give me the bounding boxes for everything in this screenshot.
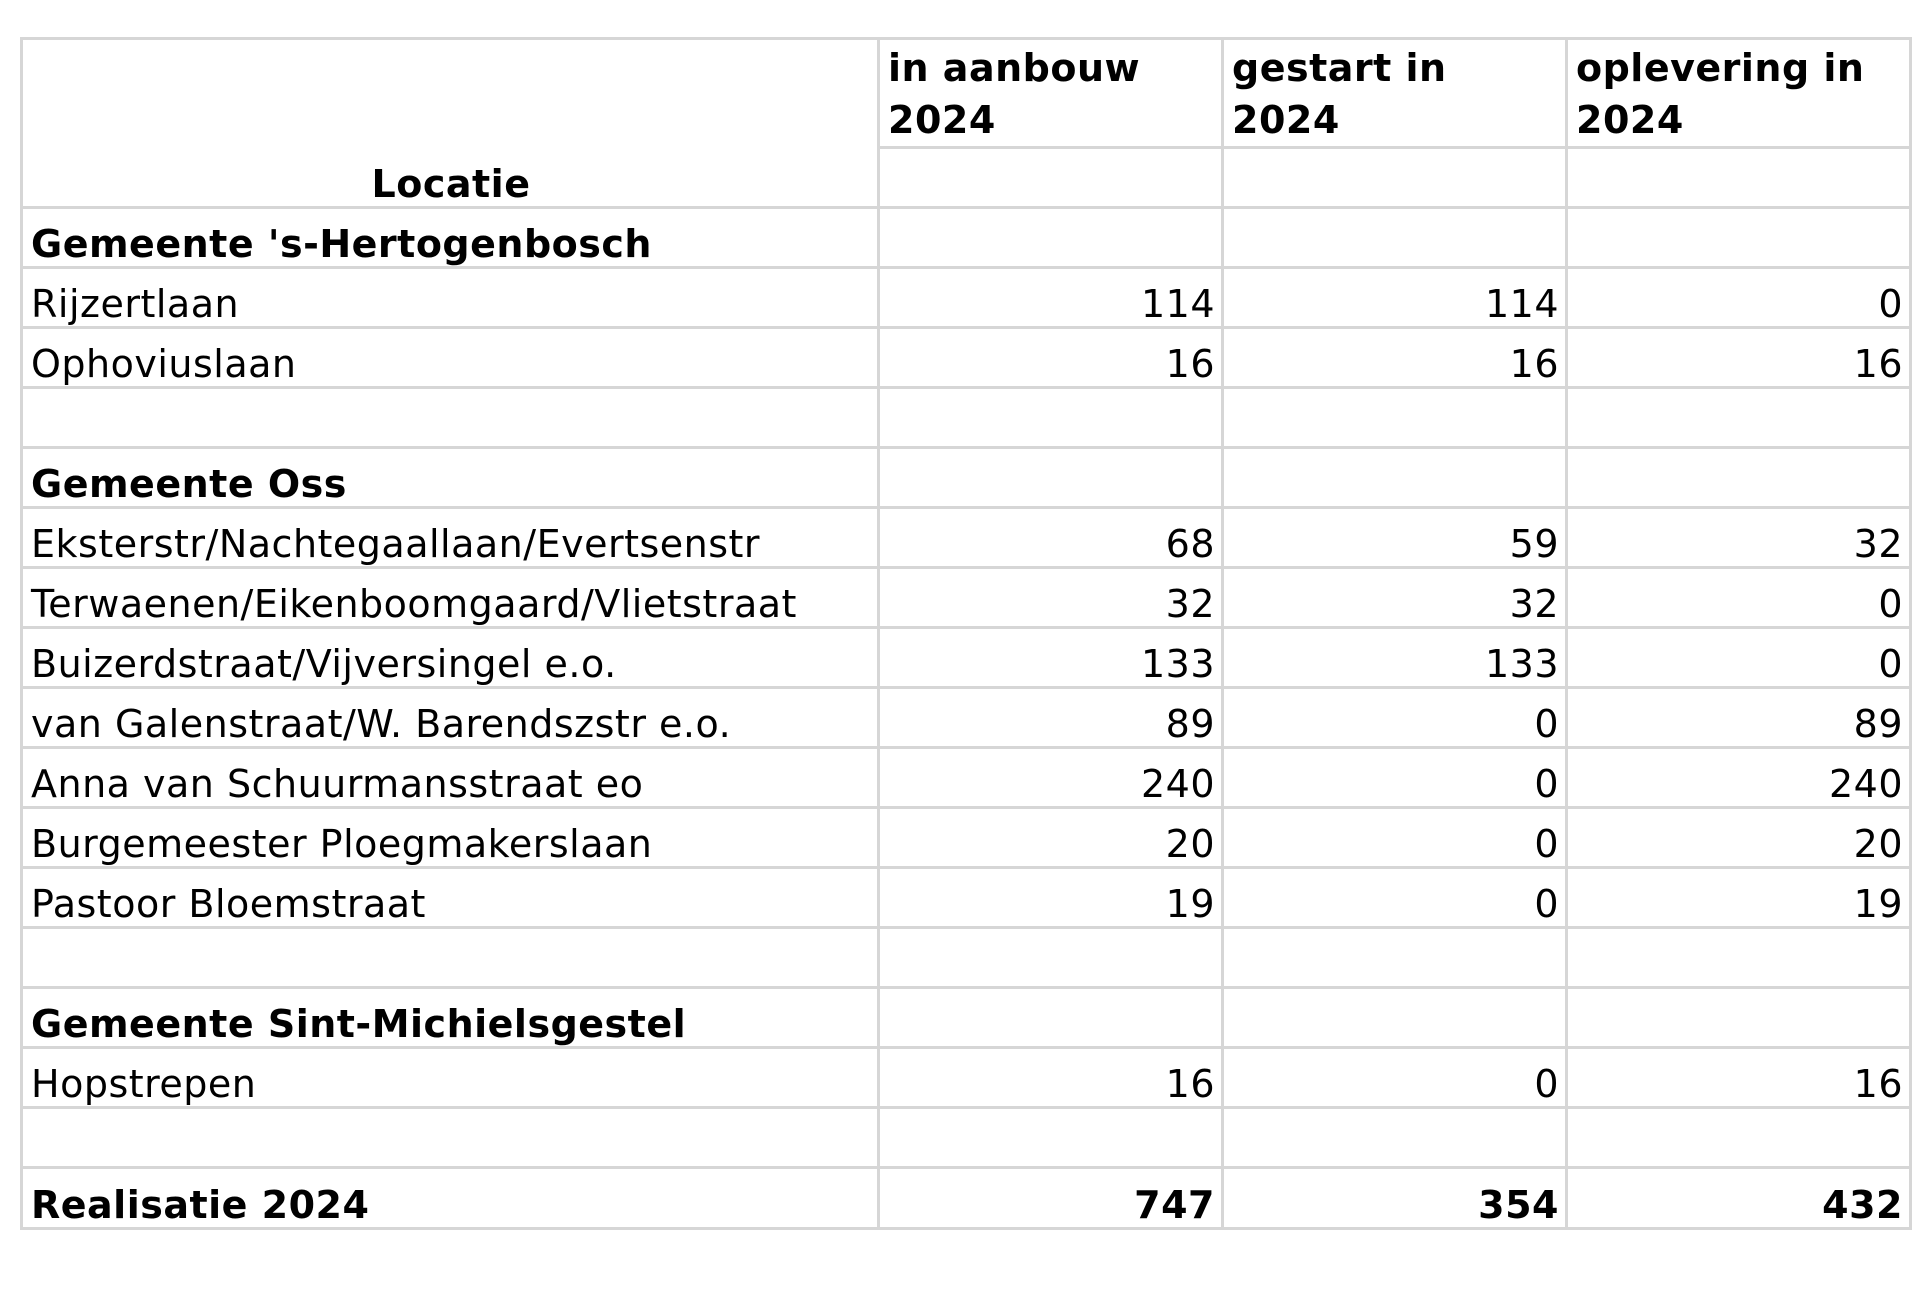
value-in-aanbouw: 133	[879, 628, 1223, 688]
empty-cell	[1223, 988, 1567, 1048]
value-gestart: 0	[1223, 808, 1567, 868]
blank-row	[22, 388, 1911, 448]
empty-cell	[879, 208, 1223, 268]
value-in-aanbouw: 16	[879, 1048, 1223, 1108]
value-oplevering: 0	[1567, 268, 1911, 328]
empty-cell	[22, 388, 879, 448]
table-row	[22, 568, 1911, 628]
header-row	[22, 39, 1911, 148]
empty-cell	[1567, 1108, 1911, 1168]
value-oplevering: 20	[1567, 808, 1911, 868]
value-oplevering: 89	[1567, 688, 1911, 748]
value-in-aanbouw: 747	[879, 1168, 1223, 1229]
group-label: Gemeente Sint-Michielsgestel	[22, 988, 879, 1048]
value-in-aanbouw: 20	[879, 808, 1223, 868]
value-oplevering: 19	[1567, 868, 1911, 928]
table-row	[22, 868, 1911, 928]
value-gestart: 0	[1223, 748, 1567, 808]
location-name: Pastoor Bloemstraat	[22, 868, 879, 928]
empty-cell	[1223, 388, 1567, 448]
value-gestart: 32	[1223, 568, 1567, 628]
value-gestart: 133	[1223, 628, 1567, 688]
empty-cell	[879, 988, 1223, 1048]
location-name: Buizerdstraat/Vijversingel e.o.	[22, 628, 879, 688]
value-in-aanbouw: 32	[879, 568, 1223, 628]
location-name: van Galenstraat/W. Barendszstr e.o.	[22, 688, 879, 748]
value-in-aanbouw: 16	[879, 328, 1223, 388]
header-locatie: Locatie	[22, 39, 879, 208]
header-in-aanbouw: in aanbouw 2024	[879, 39, 1223, 148]
empty-cell	[1223, 208, 1567, 268]
empty-cell	[1223, 1108, 1567, 1168]
value-in-aanbouw: 114	[879, 268, 1223, 328]
housing-table	[20, 37, 1912, 1230]
value-oplevering: 16	[1567, 328, 1911, 388]
location-name: Ophoviuslaan	[22, 328, 879, 388]
empty-cell	[879, 1108, 1223, 1168]
header-empty-cell	[1223, 148, 1567, 208]
total-label: Realisatie 2024	[22, 1168, 879, 1229]
location-name: Anna van Schuurmansstraat eo	[22, 748, 879, 808]
empty-cell	[879, 448, 1223, 508]
value-oplevering: 32	[1567, 508, 1911, 568]
table-row	[22, 508, 1911, 568]
group-label: Gemeente Oss	[22, 448, 879, 508]
header-empty-cell	[879, 148, 1223, 208]
blank-row	[22, 1108, 1911, 1168]
header-gestart: gestart in 2024	[1223, 39, 1567, 148]
value-gestart: 0	[1223, 1048, 1567, 1108]
value-gestart: 114	[1223, 268, 1567, 328]
value-oplevering: 16	[1567, 1048, 1911, 1108]
value-in-aanbouw: 89	[879, 688, 1223, 748]
header-oplevering: oplevering in 2024	[1567, 39, 1911, 148]
value-gestart: 0	[1223, 868, 1567, 928]
location-name: Hopstrepen	[22, 1048, 879, 1108]
empty-cell	[22, 1108, 879, 1168]
location-name: Terwaenen/Eikenboomgaard/Vlietstraat	[22, 568, 879, 628]
location-name: Eksterstr/Nachtegaallaan/Evertsenstr	[22, 508, 879, 568]
location-name: Burgemeester Ploegmakerslaan	[22, 808, 879, 868]
value-gestart: 59	[1223, 508, 1567, 568]
table-row	[22, 748, 1911, 808]
value-in-aanbouw: 240	[879, 748, 1223, 808]
table-row	[22, 628, 1911, 688]
location-name: Rijzertlaan	[22, 268, 879, 328]
table-row	[22, 268, 1911, 328]
empty-cell	[1567, 448, 1911, 508]
value-gestart: 0	[1223, 688, 1567, 748]
empty-cell	[22, 928, 879, 988]
group-row	[22, 208, 1911, 268]
value-oplevering: 432	[1567, 1168, 1911, 1229]
value-in-aanbouw: 19	[879, 868, 1223, 928]
group-row	[22, 988, 1911, 1048]
value-gestart: 16	[1223, 328, 1567, 388]
value-oplevering: 0	[1567, 628, 1911, 688]
empty-cell	[1567, 388, 1911, 448]
empty-cell	[1567, 988, 1911, 1048]
empty-cell	[879, 928, 1223, 988]
blank-row	[22, 928, 1911, 988]
value-oplevering: 240	[1567, 748, 1911, 808]
table-row	[22, 688, 1911, 748]
table-row	[22, 808, 1911, 868]
table-row	[22, 1048, 1911, 1108]
value-in-aanbouw: 68	[879, 508, 1223, 568]
value-gestart: 354	[1223, 1168, 1567, 1229]
table-row	[22, 328, 1911, 388]
total-row	[22, 1168, 1911, 1229]
group-row	[22, 448, 1911, 508]
group-label: Gemeente 's-Hertogenbosch	[22, 208, 879, 268]
empty-cell	[1223, 448, 1567, 508]
empty-cell	[879, 388, 1223, 448]
empty-cell	[1567, 928, 1911, 988]
empty-cell	[1567, 208, 1911, 268]
empty-cell	[1223, 928, 1567, 988]
value-oplevering: 0	[1567, 568, 1911, 628]
header-empty-cell	[1567, 148, 1911, 208]
